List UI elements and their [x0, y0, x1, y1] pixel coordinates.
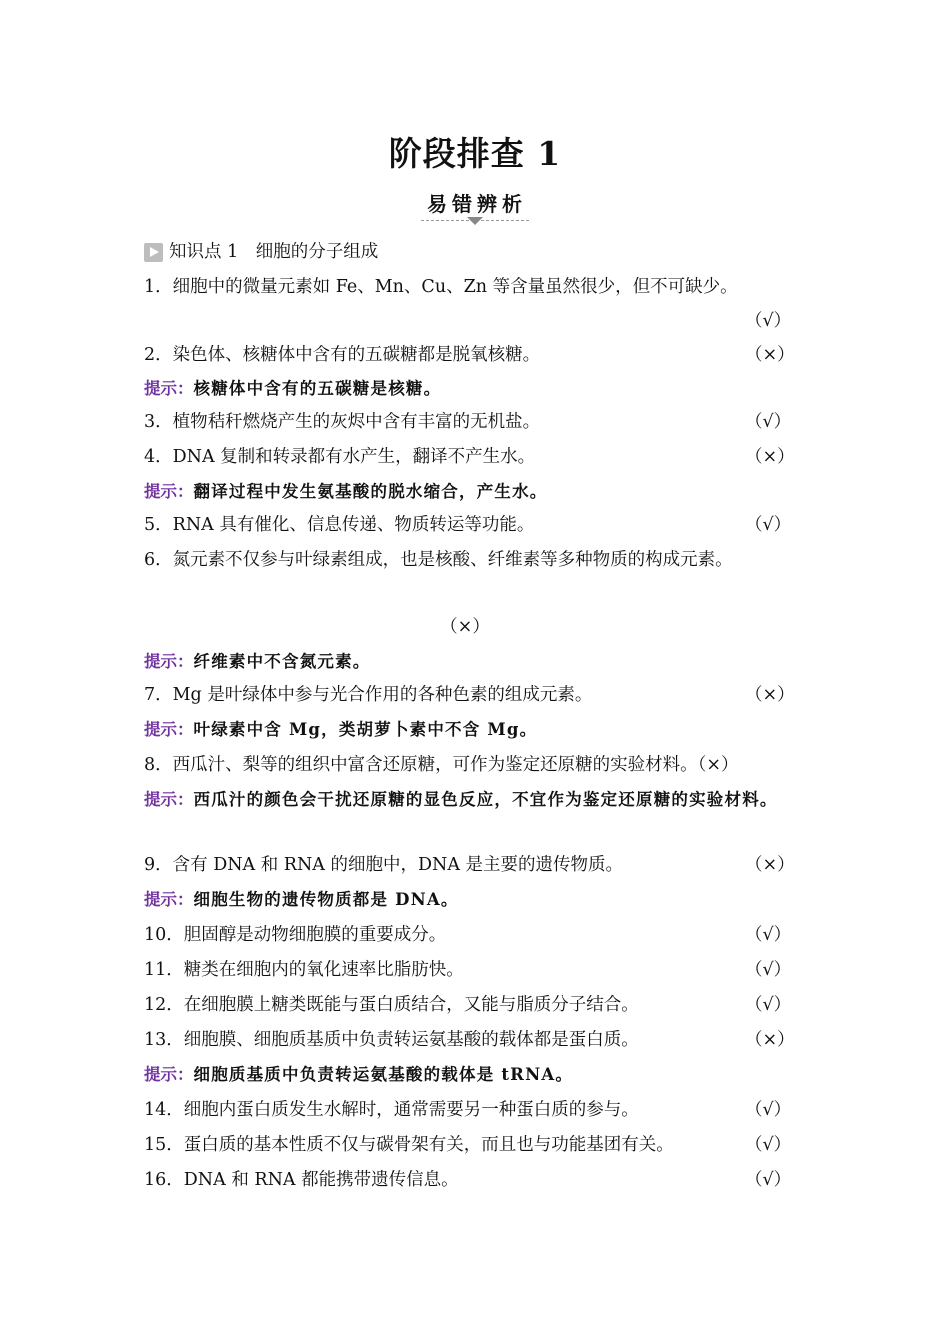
- item-number: 1．: [144, 277, 173, 297]
- item-number: 12．: [144, 995, 184, 1015]
- hint-text: 细胞生物的遗传物质都是 DNA。: [193, 890, 459, 909]
- down-triangle-icon: [467, 217, 483, 225]
- hint-text: 细胞质基质中负责转运氨基酸的载体是 tRNA。: [193, 1065, 574, 1084]
- list-item: [144, 958, 806, 982]
- list-item: [144, 1028, 806, 1052]
- list-item: [144, 275, 806, 299]
- hint: [144, 646, 809, 678]
- item-number: 15．: [144, 1135, 184, 1155]
- item-mark: （√）: [745, 515, 792, 535]
- item-mark: （×）: [745, 447, 795, 467]
- item-number: 8．: [144, 755, 173, 775]
- knowledge-point-label: 知识点 1 细胞的分子组成: [169, 242, 379, 262]
- hint: [144, 884, 809, 916]
- item-number: 16．: [144, 1170, 184, 1190]
- item-text: DNA 和 RNA 都能携带遗传信息。: [183, 1170, 459, 1190]
- list-item: [144, 683, 806, 707]
- hint-label: 提示：: [144, 482, 194, 501]
- item-text: 糖类在细胞内的氧化速率比脂肪快。: [183, 960, 464, 980]
- item-text: 含有 DNA 和 RNA 的细胞中，DNA 是主要的遗传物质。: [172, 855, 624, 875]
- list-item: [144, 548, 806, 572]
- item-text: RNA 具有催化、信息传递、物质转运等功能。: [172, 515, 535, 535]
- item-number: 6．: [144, 550, 173, 570]
- hint-label: 提示：: [144, 890, 194, 909]
- page-title: 阶段排查 1: [388, 134, 562, 173]
- item-text: 胆固醇是动物细胞膜的重要成分。: [183, 925, 447, 945]
- hint: [144, 714, 809, 746]
- list-item: [144, 993, 806, 1017]
- hint: [144, 784, 809, 816]
- list-item: [144, 753, 806, 777]
- item-mark: （√）: [745, 960, 792, 980]
- hint: [144, 1059, 809, 1091]
- item-text: 染色体、核糖体中含有的五碳糖都是脱氧核糖。: [172, 345, 541, 365]
- item-mark: （√）: [745, 311, 792, 331]
- item-mark: （√）: [745, 995, 792, 1015]
- list-item: [144, 923, 806, 947]
- item-mark: （√）: [745, 1170, 792, 1190]
- item-number: 10．: [144, 925, 184, 945]
- item-text: Mg 是叶绿体中参与光合作用的各种色素的组成元素。: [172, 685, 593, 705]
- item-number: 14．: [144, 1100, 184, 1120]
- list-item: [144, 513, 806, 537]
- item-number: 9．: [144, 855, 173, 875]
- hint-text: 核糖体中含有的五碳糖是核糖。: [193, 379, 442, 398]
- hint-text: 西瓜汁的颜色会干扰还原糖的显色反应，不宜作为鉴定还原糖的实验材料。: [193, 790, 778, 809]
- item-text: 在细胞膜上糖类既能与蛋白质结合，又能与脂质分子结合。: [183, 995, 639, 1015]
- item-number: 2．: [144, 345, 173, 365]
- item-number: 4．: [144, 447, 173, 467]
- item-text: 植物秸秆燃烧产生的灰烬中含有丰富的无机盐。: [172, 412, 541, 432]
- item-text: 细胞中的微量元素如 Fe、Mn、Cu、Zn 等含量虽然很少，但不可缺少。: [172, 277, 738, 297]
- item-mark: （×）: [440, 617, 490, 637]
- list-item: [144, 1098, 806, 1122]
- hint-text: 翻译过程中发生氨基酸的脱水缩合，产生水。: [193, 482, 548, 501]
- list-item: [144, 343, 806, 367]
- hint: [144, 476, 809, 508]
- item-number: 5．: [144, 515, 173, 535]
- list-item: [144, 1168, 806, 1192]
- list-item: [144, 1133, 806, 1157]
- item-number: 11．: [144, 960, 184, 980]
- item-mark: （×）: [745, 345, 795, 365]
- item-mark: （√）: [745, 412, 792, 432]
- list-item: [144, 410, 806, 434]
- item-mark: （×）: [745, 685, 795, 705]
- play-icon: [144, 243, 163, 262]
- knowledge-point-heading: [144, 240, 378, 264]
- item-number: 7．: [144, 685, 173, 705]
- list-item: [144, 445, 806, 469]
- item-text: 西瓜汁、梨等的组织中富含还原糖，可作为鉴定还原糖的实验材料。（×）: [172, 755, 739, 775]
- item-number: 3．: [144, 412, 173, 432]
- item-mark: （√）: [745, 1135, 792, 1155]
- hint-label: 提示：: [144, 790, 194, 809]
- item-text: DNA 复制和转录都有水产生，翻译不产生水。: [172, 447, 536, 467]
- hint-label: 提示：: [144, 652, 194, 671]
- item-number: 13．: [144, 1030, 184, 1050]
- hint: [144, 373, 809, 405]
- hint-text: 叶绿素中含 Mg，类胡萝卜素中不含 Mg。: [193, 720, 538, 739]
- hint-label: 提示：: [144, 1065, 194, 1084]
- hint-label: 提示：: [144, 720, 194, 739]
- item-mark: （×）: [745, 855, 795, 875]
- hint-text: 纤维素中不含氮元素。: [193, 652, 371, 671]
- list-item: [144, 853, 806, 877]
- item-text: 细胞膜、细胞质基质中负责转运氨基酸的载体都是蛋白质。: [183, 1030, 639, 1050]
- section-subtitle: 易错辨析: [421, 188, 529, 221]
- item-text: 氮元素不仅参与叶绿素组成，也是核酸、纤维素等多种物质的构成元素。: [172, 550, 733, 570]
- item-mark: （√）: [745, 1100, 792, 1120]
- item-text: 细胞内蛋白质发生水解时，通常需要另一种蛋白质的参与。: [183, 1100, 639, 1120]
- hint-label: 提示：: [144, 379, 194, 398]
- item-mark: （√）: [745, 925, 792, 945]
- item-mark: （×）: [745, 1030, 795, 1050]
- item-text: 蛋白质的基本性质不仅与碳骨架有关，而且也与功能基团有关。: [183, 1135, 674, 1155]
